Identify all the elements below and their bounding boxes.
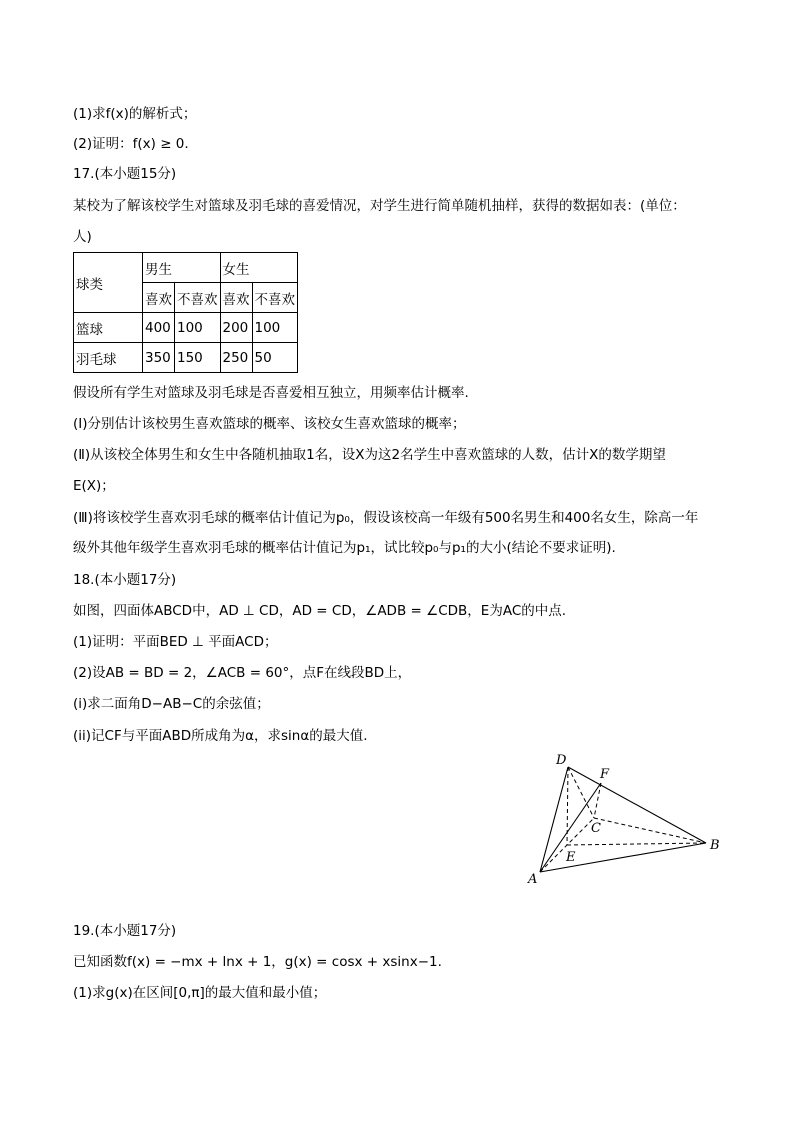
table-row (74, 343, 298, 373)
edge-da (540, 767, 568, 872)
problem-18-heading: 18.(本小题17分) (73, 572, 177, 588)
label-e: E (566, 850, 576, 865)
text-line: (Ⅱ)从该校全体男生和女生中各随机抽取1名，设X为这2名学生中喜欢篮球的人数，估计X的数学期望 (73, 447, 666, 463)
table-cell: 350 (143, 343, 175, 373)
problem-17-heading: 17.(本小题15分) (73, 166, 177, 182)
table-row (74, 313, 298, 343)
edge-db (568, 767, 706, 843)
text-line: 已知函数f(x) = −mx + lnx + 1，g(x) = cosx + xsinx−1. (73, 954, 442, 970)
problem-19-heading: 19.(本小题17分) (73, 923, 177, 939)
text-line: (Ⅲ)将该校学生喜欢羽毛球的概率估计值记为p₀，假设该校高一年级有500名男生和400名女生，除高一年 (73, 510, 699, 526)
text-line: 某校为了解该校学生对篮球及羽毛球的喜爱情况，对学生进行简单随机抽样，获得的数据如表：(单位： (73, 198, 686, 214)
text-line: (2)设AB = BD = 2，∠ACB = 60°，点F在线段BD上， (73, 665, 412, 681)
table-cell: 400 (143, 313, 175, 343)
label-a: A (528, 872, 538, 887)
table-group-header: 女生 (220, 253, 298, 283)
text-line: (ii)记CF与平面ABD所成角为α，求sinα的最大值. (73, 728, 368, 744)
table-cell: 250 (220, 343, 252, 373)
label-d: D (556, 753, 567, 768)
table-cell: 100 (175, 313, 221, 343)
table-subheader: 喜欢 (220, 283, 252, 313)
segment-de (567, 767, 568, 845)
text-line: E(X)； (73, 478, 115, 494)
table-corner-cell: 球类 (74, 253, 143, 313)
label-c: C (591, 821, 601, 836)
table-row-label: 羽毛球 (74, 343, 143, 373)
text-line: (1)求f(x)的解析式； (73, 106, 197, 122)
survey-table (73, 252, 298, 373)
segment-eb (567, 843, 706, 845)
edge-cb (594, 818, 706, 843)
label-b: B (710, 838, 720, 853)
table-cell: 100 (252, 313, 298, 343)
text-line: 如图，四面体ABCD中，AD ⊥ CD，AD = CD，∠ADB = ∠CDB，E为AC的中点. (73, 603, 567, 619)
text-line: 级外其他年级学生喜欢羽毛球的概率估计值记为p₁，试比较p₀与p₁的大小(结论不要求证明). (73, 540, 616, 556)
text-line: (Ⅰ)分别估计该校男生喜欢篮球的概率、该校女生喜欢篮球的概率； (73, 416, 466, 432)
table-row-label: 篮球 (74, 313, 143, 343)
text-line: (i)求二面角D−AB−C的余弦值； (73, 696, 270, 712)
tetrahedron-figure (520, 748, 730, 888)
table-cell: 200 (220, 313, 252, 343)
table-cell: 150 (175, 343, 221, 373)
text-line: (1)求g(x)在区间[0,π]的最大值和最小值； (73, 985, 327, 1001)
table-subheader: 喜欢 (143, 283, 175, 313)
label-f: F (600, 767, 610, 782)
table-subheader: 不喜欢 (252, 283, 298, 313)
table-subheader: 不喜欢 (175, 283, 221, 313)
text-line: 假设所有学生对篮球及羽毛球是否喜爱相互独立，用频率估计概率. (73, 385, 469, 401)
table-group-header: 男生 (143, 253, 221, 283)
text-line: (2)证明：f(x) ≥ 0. (73, 136, 189, 152)
text-line: 人) (73, 229, 92, 245)
text-line: (1)证明：平面BED ⊥ 平面ACD； (73, 634, 278, 650)
table-cell: 50 (252, 343, 298, 373)
